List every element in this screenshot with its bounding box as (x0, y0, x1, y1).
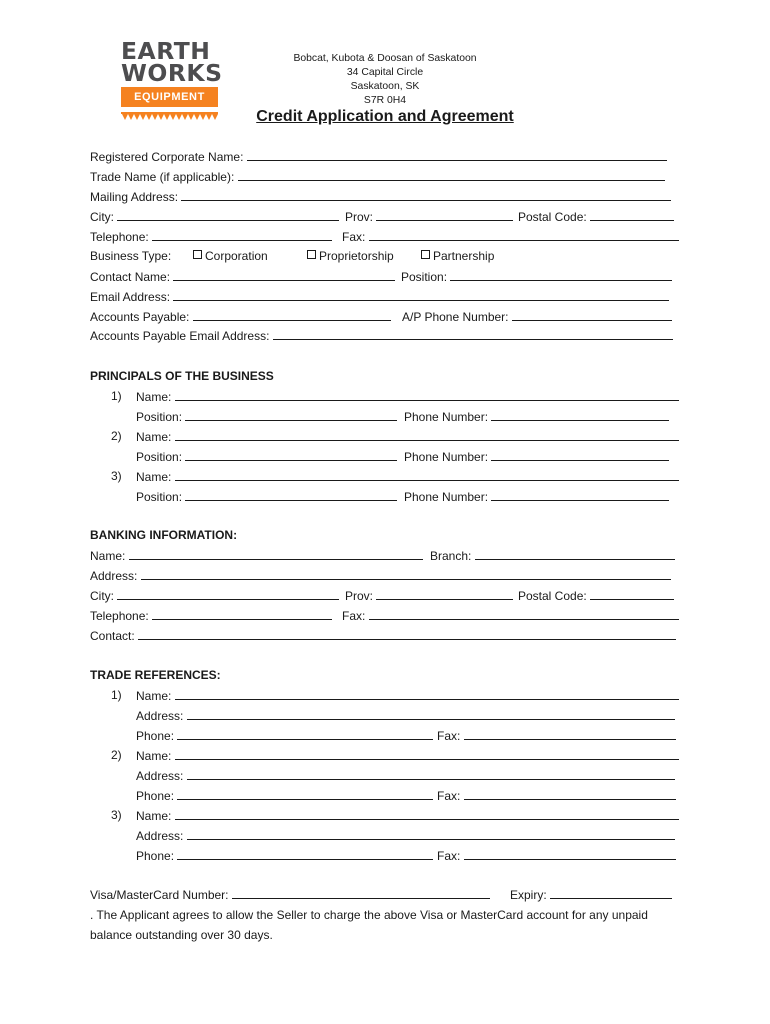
postal-code-field[interactable] (590, 209, 674, 221)
corporate-name-label: Registered Corporate Name: (90, 150, 244, 164)
bank-telephone-field[interactable] (152, 608, 332, 620)
address-postal: S7R 0H4 (363, 95, 407, 106)
principals-heading: PRINCIPALS OF THE BUSINESS (90, 369, 274, 383)
type-corporation[interactable] (193, 249, 268, 263)
email-field[interactable] (173, 289, 669, 301)
bank-name-field[interactable] (129, 548, 423, 560)
accounts-payable-row (90, 309, 391, 324)
trade-ref-name-label: Name: (136, 749, 172, 763)
bank-postal-label: Postal Code: (518, 589, 587, 603)
page-title: Credit Application and Agreement (256, 108, 514, 125)
trade-ref-1-fax-row (437, 728, 676, 743)
bank-city-field[interactable] (117, 588, 339, 600)
card-number-label: Visa/MasterCard Number: (90, 888, 229, 902)
city-field[interactable] (117, 209, 339, 221)
trade-ref-1-fax-field[interactable] (464, 728, 676, 740)
principal-2-position-field[interactable] (185, 449, 397, 461)
logo-band (121, 87, 218, 107)
trade-ref-2-name-row (136, 748, 679, 763)
bank-city-row (90, 588, 339, 603)
principal-2-phone-row (404, 449, 669, 464)
bank-postal-group (518, 588, 674, 603)
prov-label: Prov: (345, 210, 374, 224)
bank-contact-label: Contact: (90, 629, 135, 643)
ap-phone-group (402, 309, 672, 324)
trade-ref-3-fax-row (437, 848, 676, 863)
address-city: Saskatoon, SK (350, 81, 420, 92)
telephone-field[interactable] (152, 229, 332, 241)
fax-group (342, 229, 679, 244)
logo-line-2: WORKS (121, 61, 223, 87)
type-corporation-label: Corporation (205, 249, 268, 263)
checkbox-icon[interactable] (307, 250, 316, 259)
principal-1-number: 1) (111, 389, 122, 403)
bank-address-row (90, 568, 671, 583)
bank-address-field[interactable] (141, 568, 671, 580)
principal-2-number: 2) (111, 429, 122, 443)
address-street: 34 Capital Circle (346, 67, 424, 78)
bank-city-label: City: (90, 589, 114, 603)
principal-position-label: Position: (136, 490, 183, 504)
city-row (90, 209, 339, 224)
trade-ref-3-name-field[interactable] (175, 808, 679, 820)
trade-ref-name-label: Name: (136, 689, 172, 703)
principal-2-phone-field[interactable] (491, 449, 669, 461)
trade-ref-phone-label: Phone: (136, 729, 175, 743)
trade-ref-1-address-row (136, 708, 675, 723)
trade-ref-address-label: Address: (136, 829, 184, 843)
email-row (90, 289, 669, 304)
type-proprietorship-label: Proprietorship (319, 249, 394, 263)
bank-name-row (90, 548, 423, 563)
accounts-payable-label: Accounts Payable: (90, 310, 190, 324)
trade-ref-3-address-field[interactable] (187, 828, 675, 840)
trade-ref-fax-label: Fax: (437, 849, 461, 863)
principal-position-label: Position: (136, 410, 183, 424)
contact-name-label: Contact Name: (90, 270, 171, 284)
trade-ref-phone-label: Phone: (136, 849, 175, 863)
principal-2-name-field[interactable] (175, 429, 679, 441)
accounts-payable-field[interactable] (193, 309, 391, 321)
principal-3-phone-field[interactable] (491, 489, 669, 501)
bank-contact-field[interactable] (138, 628, 676, 640)
contact-name-row (90, 269, 395, 284)
principal-3-position-field[interactable] (185, 489, 397, 501)
principal-2-name-row (136, 429, 679, 444)
trade-ref-address-label: Address: (136, 709, 184, 723)
postal-code-group (518, 209, 674, 224)
type-partnership[interactable] (421, 249, 494, 263)
ap-email-row (90, 328, 673, 343)
business-type-row (90, 249, 171, 263)
trade-ref-1-phone-row (136, 728, 433, 743)
principal-name-label: Name: (136, 390, 172, 404)
trade-ref-3-phone-field[interactable] (177, 848, 433, 860)
card-expiry-field[interactable] (550, 887, 672, 899)
card-number-row (90, 887, 490, 902)
trade-ref-2-phone-row (136, 788, 433, 803)
bank-branch-field[interactable] (475, 548, 675, 560)
trade-name-field[interactable] (238, 169, 665, 181)
trade-ref-2-address-field[interactable] (187, 768, 675, 780)
trade-ref-fax-label: Fax: (437, 729, 461, 743)
principal-name-label: Name: (136, 430, 172, 444)
bank-fax-label: Fax: (342, 609, 366, 623)
card-expiry-label: Expiry: (510, 888, 547, 902)
telephone-label: Telephone: (90, 230, 149, 244)
bank-fax-field[interactable] (369, 608, 679, 620)
trade-ref-3-name-row (136, 808, 679, 823)
principal-1-phone-row (404, 409, 669, 424)
trade-ref-phone-label: Phone: (136, 789, 175, 803)
trade-refs-heading: TRADE REFERENCES: (90, 668, 221, 682)
logo-line-1: EARTH (121, 39, 211, 65)
bank-branch-label: Branch: (430, 549, 472, 563)
fax-label: Fax: (342, 230, 366, 244)
principal-1-name-field[interactable] (175, 389, 679, 401)
position-label: Position: (401, 270, 448, 284)
bank-telephone-row (90, 608, 332, 623)
trade-name-row (90, 169, 665, 184)
bank-fax-group (342, 608, 679, 623)
bank-prov-label: Prov: (345, 589, 374, 603)
corporate-name-row (90, 149, 667, 164)
ap-phone-field[interactable] (512, 309, 672, 321)
principal-3-name-row (136, 469, 679, 484)
checkbox-icon[interactable] (421, 250, 430, 259)
fax-field[interactable] (369, 229, 679, 241)
city-label: City: (90, 210, 114, 224)
type-partnership-label: Partnership (433, 249, 495, 263)
trade-ref-fax-label: Fax: (437, 789, 461, 803)
bank-address-label: Address: (90, 569, 138, 583)
trade-ref-2-fax-field[interactable] (464, 788, 676, 800)
principal-1-name-row (136, 389, 679, 404)
principal-3-name-field[interactable] (175, 469, 679, 481)
principal-3-phone-row (404, 489, 669, 504)
trade-ref-address-label: Address: (136, 769, 184, 783)
business-type-label: Business Type: (90, 249, 172, 263)
trade-ref-3-phone-row (136, 848, 433, 863)
email-label: Email Address: (90, 290, 171, 304)
principal-3-number: 3) (111, 469, 122, 483)
mailing-address-label: Mailing Address: (90, 190, 179, 204)
bank-postal-field[interactable] (590, 588, 674, 600)
logo-band-text: EQUIPMENT (134, 91, 205, 103)
position-field[interactable] (450, 269, 672, 281)
trade-ref-2-number: 2) (111, 748, 122, 762)
mailing-address-field[interactable] (181, 189, 671, 201)
trade-ref-1-address-field[interactable] (187, 708, 675, 720)
prov-group (345, 209, 513, 224)
card-number-field[interactable] (232, 887, 490, 899)
checkbox-icon[interactable] (193, 250, 202, 259)
prov-field[interactable] (376, 209, 513, 221)
principal-name-label: Name: (136, 470, 172, 484)
trade-ref-3-fax-field[interactable] (464, 848, 676, 860)
principal-2-position-row (136, 449, 397, 464)
ap-email-label: Accounts Payable Email Address: (90, 329, 270, 343)
postal-code-label: Postal Code: (518, 210, 587, 224)
principal-1-position-field[interactable] (185, 409, 397, 421)
banking-heading: BANKING INFORMATION: (90, 528, 238, 542)
contact-name-field[interactable] (173, 269, 395, 281)
trade-ref-name-label: Name: (136, 809, 172, 823)
trade-ref-2-address-row (136, 768, 675, 783)
principal-1-position-row (136, 409, 397, 424)
trade-ref-1-name-field[interactable] (175, 688, 679, 700)
bank-name-label: Name: (90, 549, 126, 563)
bank-contact-row (90, 628, 676, 643)
trade-ref-1-phone-field[interactable] (177, 728, 433, 740)
principal-3-position-row (136, 489, 397, 504)
trade-ref-3-address-row (136, 828, 675, 843)
address-company: Bobcat, Kubota & Doosan of Saskatoon (293, 53, 477, 64)
bank-branch-group (430, 548, 675, 563)
principal-position-label: Position: (136, 450, 183, 464)
corporate-name-field[interactable] (247, 149, 667, 161)
card-agreement-text: . The Applicant agrees to allow the Seller to charge the above Visa or MasterCard account for any unpaid balance outstanding over 30 days. (90, 908, 648, 942)
principal-phone-label: Phone Number: (404, 450, 489, 464)
trade-ref-2-phone-field[interactable] (177, 788, 433, 800)
trade-ref-3-number: 3) (111, 808, 122, 822)
bank-prov-group (345, 588, 513, 603)
ap-email-field[interactable] (273, 328, 673, 340)
type-proprietorship[interactable] (307, 249, 394, 263)
mailing-address-row (90, 189, 671, 204)
trade-ref-2-name-field[interactable] (175, 748, 679, 760)
principal-1-phone-field[interactable] (491, 409, 669, 421)
trade-ref-2-fax-row (437, 788, 676, 803)
card-expiry-group (510, 887, 672, 902)
trade-name-label: Trade Name (if applicable): (90, 170, 235, 184)
trade-ref-1-number: 1) (111, 688, 122, 702)
ap-phone-label: A/P Phone Number: (402, 310, 509, 324)
bank-telephone-label: Telephone: (90, 609, 149, 623)
principal-phone-label: Phone Number: (404, 410, 489, 424)
telephone-row (90, 229, 332, 244)
company-address (285, 52, 485, 108)
trade-ref-1-name-row (136, 688, 679, 703)
position-group (401, 269, 672, 284)
bank-prov-field[interactable] (376, 588, 513, 600)
principal-phone-label: Phone Number: (404, 490, 489, 504)
